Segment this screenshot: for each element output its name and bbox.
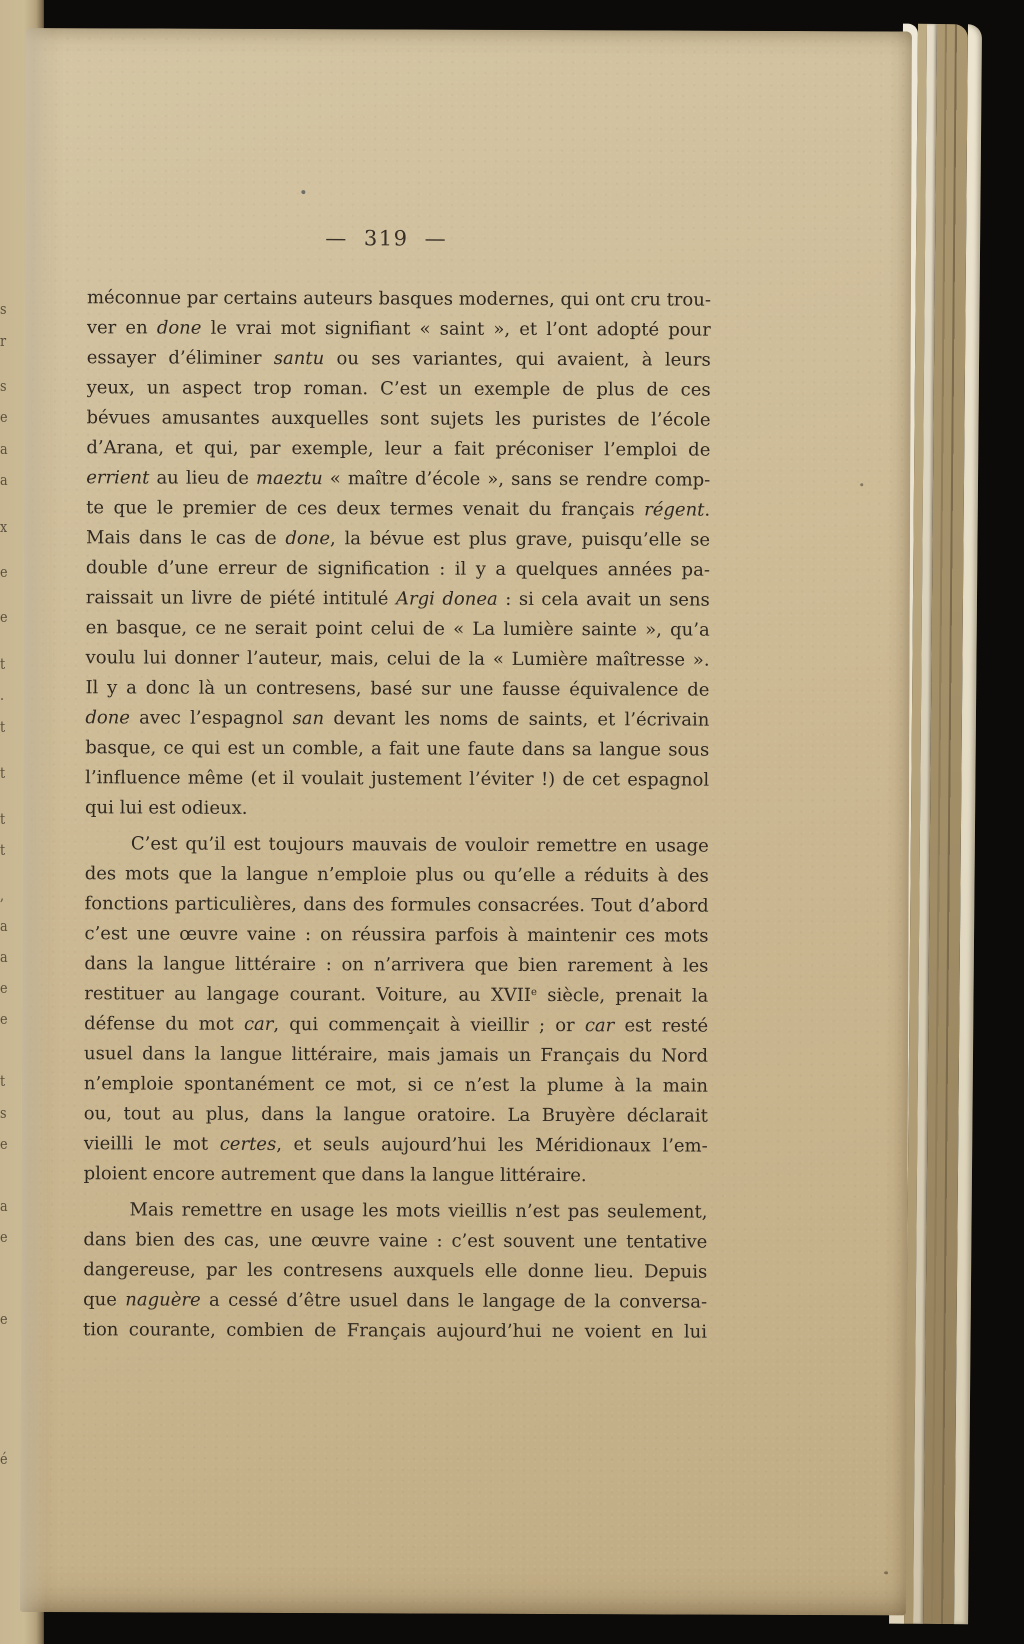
text-line: te que le premier de ces deux termes venait du français régent. [86, 497, 711, 521]
bleed-letter: s [0, 300, 7, 318]
bleed-letter: e [0, 979, 8, 997]
bleed-letter: é [0, 1450, 8, 1468]
text-line: Il y a donc là un contresens, basé sur une fausse équivalence de [85, 677, 710, 701]
paper-speck [301, 190, 305, 194]
text-line: restituer au langage courant. Voiture, au XVIIe siècle, prenait la [84, 983, 709, 1007]
text-line: c’est une œuvre vaine : on réussira parfois à maintenir ces mots [84, 923, 709, 947]
bleed-letter: e [0, 408, 8, 426]
text-line: errient au lieu de maeztu « maître d’école », sans se rendre comp- [86, 467, 711, 491]
bleed-letter: e [0, 1310, 8, 1328]
bleed-letter: t [0, 841, 6, 859]
scanned-page [20, 28, 912, 1615]
text-line: raissait un livre de piété intitulé Argi donea : si cela avait un sens [85, 587, 710, 611]
text-line: défense du mot car, qui commençait à vieillir ; or car est resté [84, 1013, 709, 1037]
text-line: en basque, ce ne serait point celui de « La lumière sainte », qu’a [85, 617, 710, 641]
text-line: dans la langue littéraire : on n’arrivera que bien rarement à les [84, 953, 709, 977]
text-line: Mais dans le cas de done, la bévue est plus grave, puisqu’elle se [86, 527, 711, 551]
bleed-letter: t [0, 655, 6, 673]
page-number: — 319 — [325, 226, 448, 251]
bleed-letter: t [0, 764, 6, 782]
bleed-letter: t [0, 718, 6, 736]
text-line: qui lui est odieux. [84, 797, 248, 819]
bleed-letter: a [0, 917, 8, 935]
text-line: double d’une erreur de signification : il y a quelques années pa- [85, 557, 710, 581]
paragraph [83, 1195, 708, 1347]
text-line: dans bien des cas, une œuvre vaine : c’est souvent une tentative [83, 1229, 708, 1253]
text-line: d’Arana, et qui, par exemple, leur a fait préconiser l’emploi de [86, 437, 711, 461]
bleed-letter: x [0, 518, 8, 536]
text-line: méconnue par certains auteurs basques modernes, qui ont cru trou- [86, 287, 712, 311]
bleed-letter: a [0, 440, 8, 458]
bleed-letter: t [0, 810, 6, 828]
bleed-letter: e [0, 1135, 8, 1153]
text-line: usuel dans la langue littéraire, mais jamais un Français du Nord [84, 1043, 709, 1067]
bleed-letter: . [0, 686, 5, 704]
text-line: tion courante, combien de Français aujourd’hui ne voient en lui [82, 1319, 708, 1343]
text-block [83, 283, 711, 1353]
text-line: ver en done le vrai mot signifiant « saint », et l’ont adopté pour [86, 317, 711, 341]
text-line: ou, tout au plus, dans la langue oratoire. La Bruyère déclarait [83, 1103, 708, 1127]
text-line: voulu lui donner l’auteur, mais, celui de la « Lumière maîtresse ». [85, 647, 710, 671]
bleed-letter: e [0, 608, 8, 626]
text-line: vieilli le mot certes, et seuls aujourd’hui les Méridionaux l’em- [83, 1133, 708, 1157]
text-line: des mots que la langue n’emploie plus ou qu’elle a réduits à des [84, 863, 709, 887]
text-line: done avec l’espagnol san devant les noms de saints, et l’écrivain [85, 707, 710, 731]
bleed-letter: e [0, 1228, 8, 1246]
text-line: bévues amusantes auxquelles sont sujets les puristes de l’école [86, 407, 711, 431]
text-line: fonctions particulières, dans des formules consacrées. Tout d’abord [84, 893, 709, 917]
text-line: l’influence même (et il voulait justement l’éviter !) de cet espagnol [85, 767, 710, 791]
text-line: C’est qu’il est toujours mauvais de vouloir remettre en usage [130, 833, 709, 857]
gutter-highlight [20, 28, 52, 1612]
text-line: n’emploie spontanément ce mot, si ce n’est la plume à la main [83, 1073, 708, 1097]
bleed-letter: e [0, 563, 8, 581]
text-line: dangereuse, par les contresens auxquels elle donne lieu. Depuis [83, 1259, 708, 1283]
bleed-letter: r [0, 332, 7, 350]
paper-speck [860, 483, 863, 486]
bleed-letter: e [0, 1010, 8, 1028]
bleed-letter: , [0, 886, 5, 904]
text-line: ploient encore autrement que dans la langue littéraire. [83, 1163, 587, 1187]
bleed-letter: s [0, 1104, 7, 1122]
paragraph [85, 283, 711, 825]
bleed-letter: a [0, 948, 8, 966]
text-line: basque, ce qui est un comble, a fait une faute dans sa langue sous [85, 737, 710, 761]
text-line: que naguère a cessé d’être usuel dans le langage de la conversa- [83, 1289, 708, 1313]
text-line: essayer d’éliminer santu ou ses variantes, qui avaient, à leurs [86, 347, 711, 371]
text-line: Mais remettre en usage les mots vieillis n’est pas seulement, [129, 1199, 708, 1223]
bleed-letter: s [0, 377, 7, 395]
bleed-letter: a [0, 471, 8, 489]
bleed-letter: a [0, 1197, 8, 1215]
paper-speck [884, 1571, 888, 1574]
paragraph [84, 829, 709, 1191]
text-line: yeux, un aspect trop roman. C’est un exemple de plus de ces [86, 377, 711, 401]
bleed-letter: t [0, 1072, 6, 1090]
